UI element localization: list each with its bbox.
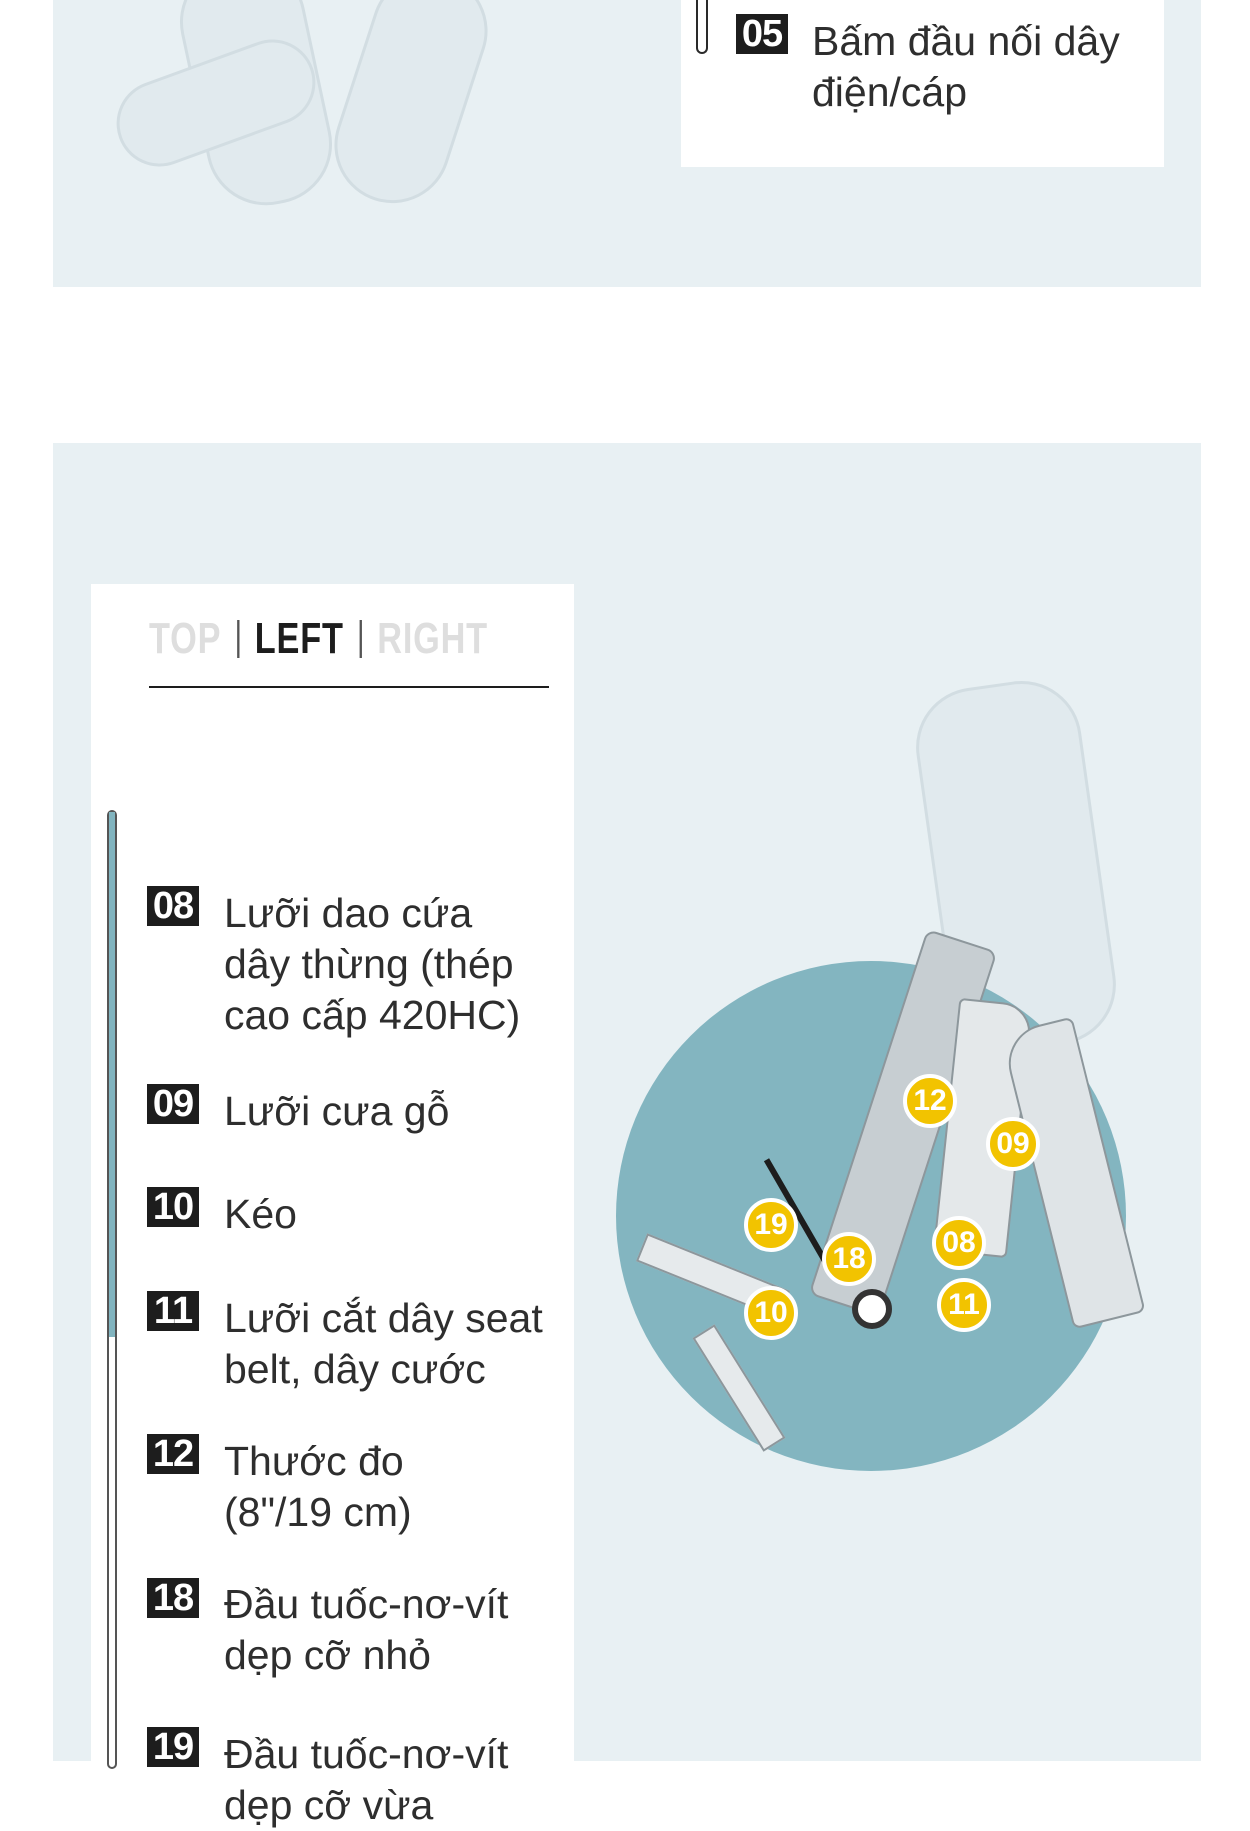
part-marker[interactable]: 09 <box>986 1117 1040 1171</box>
item-label: Đầu tuốc-nơ-vít dẹp cỡ vừa <box>224 1731 509 1828</box>
part-marker[interactable]: 18 <box>822 1232 876 1286</box>
item-label: Bấm đầu nối dây điện/cáp <box>812 18 1120 115</box>
part-marker[interactable]: 11 <box>937 1278 991 1332</box>
part-marker[interactable]: 19 <box>744 1198 798 1252</box>
tabs-underline <box>149 686 549 688</box>
scroll-progress-fill <box>109 812 115 1337</box>
scroll-track[interactable] <box>107 810 117 1769</box>
tab-left[interactable]: LEFT <box>254 614 344 664</box>
item-number-badge: 08 <box>147 886 199 926</box>
scroll-track-end <box>696 0 708 54</box>
tab-separator <box>237 620 239 658</box>
part-marker[interactable]: 10 <box>744 1286 798 1340</box>
tab-right[interactable]: RIGHT <box>377 614 488 664</box>
item-label: Lưỡi cắt dây seat belt, dây cước <box>224 1295 543 1392</box>
item-label: Kéo <box>224 1191 297 1237</box>
item-label: Thước đo (8"/19 cm) <box>224 1438 412 1535</box>
tool-illustration-ghost <box>319 0 502 218</box>
tab-top[interactable]: TOP <box>149 614 222 664</box>
item-number-badge: 05 <box>736 14 788 54</box>
tool-detail-circle <box>616 961 1126 1471</box>
view-tabs <box>149 612 488 672</box>
pivot-screw <box>852 1289 892 1329</box>
item-label: Lưỡi dao cứa dây thừng (thép cao cấp 420HC) <box>224 890 521 1038</box>
item-label: Đầu tuốc-nơ-vít dẹp cỡ nhỏ <box>224 1581 509 1678</box>
item-number-badge: 12 <box>147 1434 199 1474</box>
part-marker[interactable]: 08 <box>932 1216 986 1270</box>
item-number-badge: 10 <box>147 1187 199 1227</box>
part-marker[interactable]: 12 <box>903 1074 957 1128</box>
item-label: Lưỡi cưa gỗ <box>224 1088 450 1134</box>
item-number-badge: 09 <box>147 1084 199 1124</box>
item-number-badge: 18 <box>147 1578 199 1618</box>
item-number-badge: 11 <box>147 1291 199 1331</box>
item-number-badge: 19 <box>147 1727 199 1767</box>
tab-separator <box>359 620 361 658</box>
parts-list-card <box>91 584 574 1828</box>
